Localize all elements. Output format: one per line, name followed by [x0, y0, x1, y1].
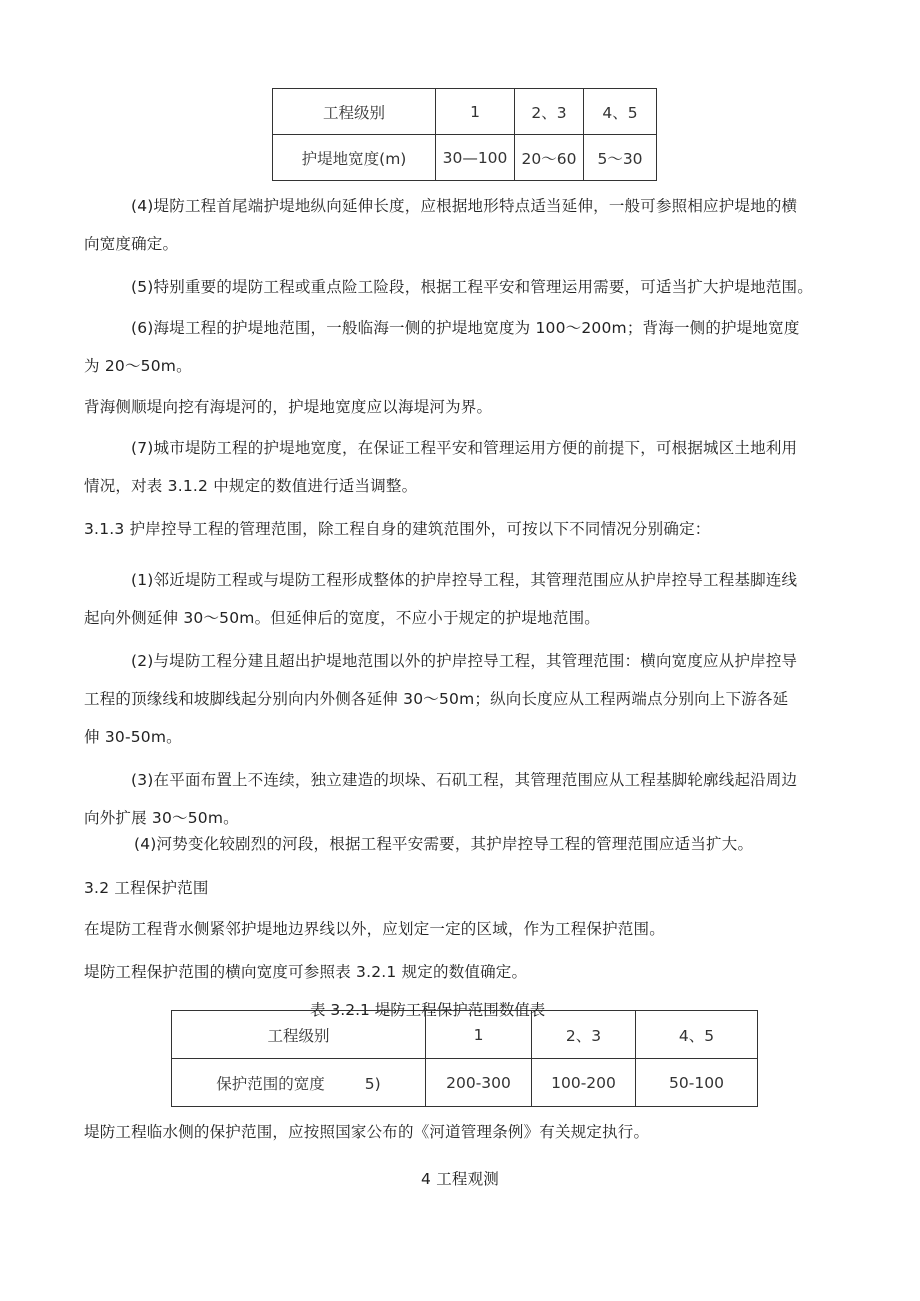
protection-range-table: [171, 1010, 758, 1107]
paragraph: (7)城市堤防工程的护堤地宽度，在保证工程平安和管理运用方便的前提下，可根据城区土地利用: [131, 439, 798, 457]
paragraph: 堤防工程保护范围的横向宽度可参照表 3.2.1 规定的数值确定。: [84, 963, 528, 981]
chapter-heading: 4 工程观测: [421, 1170, 499, 1188]
table-row: [172, 1011, 758, 1059]
paragraph: 堤防工程临水侧的保护范围，应按照国家公布的《河道管理条例》有关规定执行。: [84, 1123, 650, 1141]
table-header-cell: 2、3: [515, 89, 584, 135]
table-row: [172, 1059, 758, 1107]
table-cell: 100-200: [532, 1059, 636, 1107]
table-cell: 30—100: [436, 135, 515, 181]
paragraph: 工程的顶缘线和坡脚线起分别向内外侧各延伸 30～50m；纵向长度应从工程两端点分别向上下游各延: [84, 690, 789, 708]
paragraph: 起向外侧延伸 30～50m。但延伸后的宽度，不应小于规定的护堤地范围。: [84, 609, 600, 627]
paragraph: (5)特别重要的堤防工程或重点险工险段，根据工程平安和管理运用需要，可适当扩大护堤地范围。: [131, 278, 813, 296]
row-note: 5): [364, 1074, 381, 1093]
paragraph: 背海侧顺堤向挖有海堤河的，护堤地宽度应以海堤河为界。: [84, 398, 493, 416]
paragraph: (4)堤防工程首尾端护堤地纵向延伸长度，应根据地形特点适当延伸，一般可参照相应护堤地的横: [131, 197, 798, 215]
table-cell: 50-100: [636, 1059, 758, 1107]
paragraph: 向外扩展 30～50m。: [84, 809, 239, 827]
table-header-cell: 2、3: [532, 1011, 636, 1059]
paragraph: (2)与堤防工程分建且超出护堤地范围以外的护岸控导工程，其管理范围：横向宽度应从护岸控导: [131, 652, 798, 670]
paragraph: 为 20～50m。: [84, 357, 192, 375]
table-row: [273, 135, 657, 181]
table-header-cell: 4、5: [584, 89, 657, 135]
table-cell: 20～60: [515, 135, 584, 181]
table-header-cell: 1: [426, 1011, 532, 1059]
table-cell: 5～30: [584, 135, 657, 181]
table-cell: [172, 1059, 426, 1107]
table-header-cell: 工程级别: [273, 89, 436, 135]
paragraph: 向宽度确定。: [84, 235, 179, 253]
paragraph: 情况，对表 3.1.2 中规定的数值进行适当调整。: [84, 477, 418, 495]
section-heading: 3.2 工程保护范围: [84, 879, 209, 897]
table-header-cell: 工程级别: [172, 1011, 426, 1059]
section-heading: 3.1.3 护岸控导工程的管理范围，除工程自身的建筑范围外，可按以下不同情况分别确定：: [84, 520, 711, 538]
table-header-cell: 4、5: [636, 1011, 758, 1059]
paragraph: (6)海堤工程的护堤地范围，一般临海一侧的护堤地宽度为 100～200m；背海一侧的护堤地宽度: [131, 319, 800, 337]
paragraph: 伸 30-50m。: [84, 728, 182, 746]
paragraph: (1)邻近堤防工程或与堤防工程形成整体的护岸控导工程，其管理范围应从护岸控导工程基脚连线: [131, 571, 798, 589]
paragraph: (3)在平面布置上不连续，独立建造的坝垛、石矶工程，其管理范围应从工程基脚轮廓线起沿周边: [131, 771, 798, 789]
embankment-width-table: [272, 88, 657, 181]
table-caption-text: 表 3.2.1 堤防工程保护范围数值表: [310, 1001, 546, 1019]
table-row: [273, 89, 657, 135]
paragraph: (4)河势变化较剧烈的河段，根据工程平安需要，其护岸控导工程的管理范围应适当扩大。: [134, 835, 754, 853]
table-cell: 200-300: [426, 1059, 532, 1107]
paragraph: 在堤防工程背水侧紧邻护堤地边界线以外，应划定一定的区域，作为工程保护范围。: [84, 920, 665, 938]
table-cell: 护堤地宽度(m): [273, 135, 436, 181]
row-label: 保护范围的宽度: [216, 1074, 325, 1093]
table-header-cell: 1: [436, 89, 515, 135]
